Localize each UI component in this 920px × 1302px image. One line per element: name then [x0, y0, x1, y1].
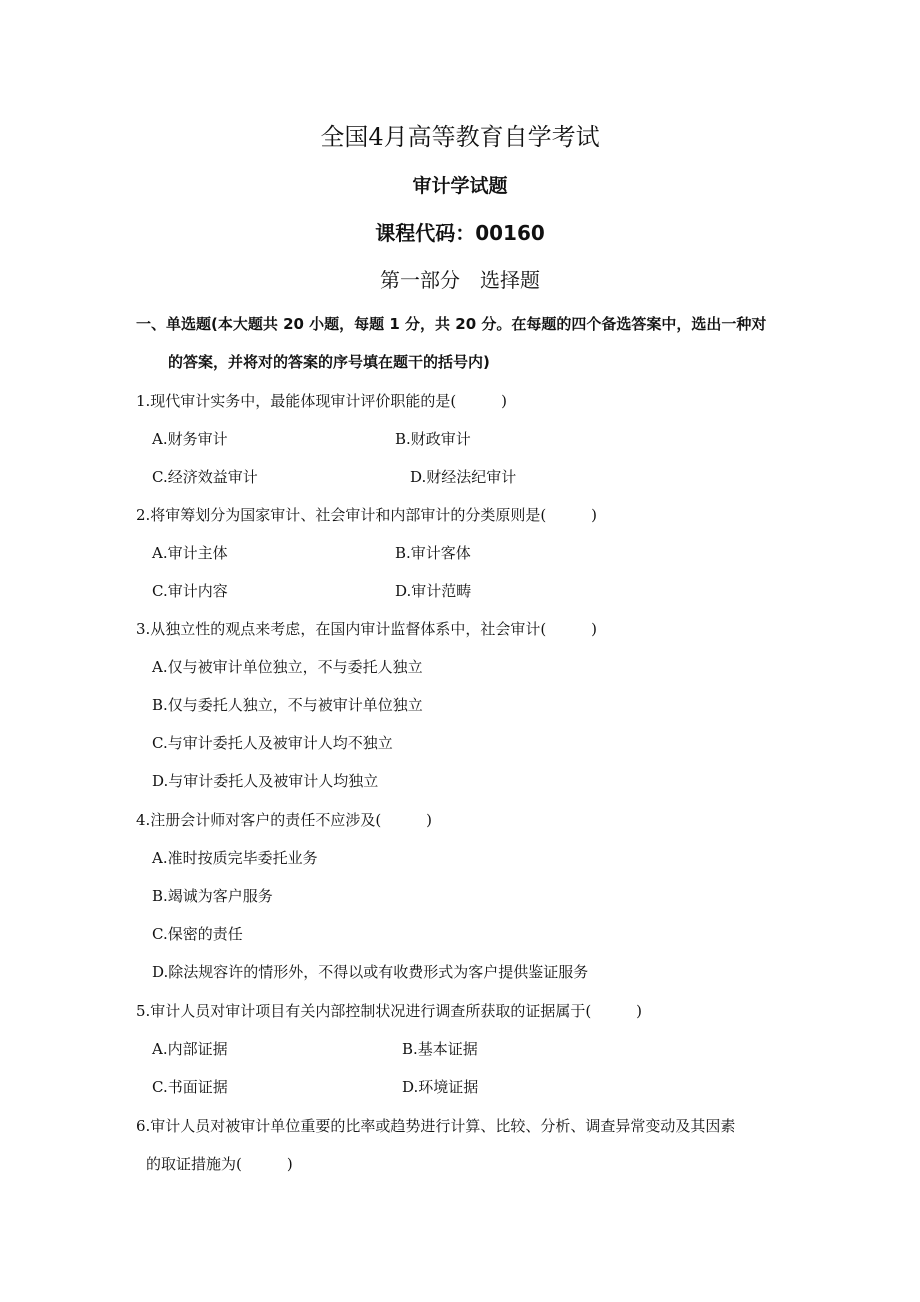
question-1-option-a: A.财务审计	[152, 430, 228, 448]
question-5-stem: 5.审计人员对审计项目有关内部控制状况进行调查所获取的证据属于( )	[136, 1002, 643, 1020]
course-code: 课程代码：00160	[375, 221, 545, 245]
question-4-option-b: B.竭诚为客户服务	[152, 887, 273, 905]
question-3-option-b: B.仅与委托人独立，不与被审计单位独立	[152, 696, 423, 714]
question-4-option-d: D.除法规容许的情形外，不得以或有收费形式为客户提供鉴证服务	[152, 963, 589, 981]
question-1-option-c: C.经济效益审计	[152, 468, 258, 486]
question-2-option-a: A.审计主体	[152, 544, 228, 562]
question-6-stem-continued: 的取证措施为( )	[146, 1155, 293, 1173]
question-3-option-c: C.与审计委托人及被审计人均不独立	[152, 734, 393, 752]
question-5-option-d: D.环境证据	[402, 1078, 479, 1096]
exam-title: 全国4月高等教育自学考试	[320, 123, 600, 151]
question-6-stem: 6.审计人员对被审计单位重要的比率或趋势进行计算、比较、分析、调查异常变动及其因素	[136, 1117, 736, 1135]
section-heading: 一、单选题(本大题共 20 小题，每题 1 分，共 20 分。在每题的四个备选答案中，选出一种对	[136, 315, 767, 333]
section-heading-continued: 的答案，并将对的答案的序号填在题干的括号内)	[168, 353, 490, 371]
question-1-stem: 1.现代审计实务中，最能体现审计评价职能的是( )	[136, 392, 508, 410]
question-4-option-c: C.保密的责任	[152, 925, 243, 943]
question-2-option-c: C.审计内容	[152, 582, 228, 600]
question-2-stem: 2.将审筹划分为国家审计、社会审计和内部审计的分类原则是( )	[136, 506, 598, 524]
question-5-option-b: B.基本证据	[402, 1040, 478, 1058]
part-title: 第一部分 选择题	[380, 268, 540, 292]
question-5-option-a: A.内部证据	[152, 1040, 228, 1058]
question-1-option-b: B.财政审计	[395, 430, 471, 448]
question-4-stem: 4.注册会计师对客户的责任不应涉及( )	[136, 811, 433, 829]
question-5-option-c: C.书面证据	[152, 1078, 228, 1096]
question-4-option-a: A.准时按质完毕委托业务	[152, 849, 318, 867]
question-1-option-d: D.财经法纪审计	[410, 468, 517, 486]
question-3-option-d: D.与审计委托人及被审计人均独立	[152, 772, 379, 790]
subject-title: 审计学试题	[412, 175, 508, 197]
question-2-option-b: B.审计客体	[395, 544, 471, 562]
question-3-option-a: A.仅与被审计单位独立，不与委托人独立	[152, 658, 423, 676]
question-2-option-d: D.审计范畴	[395, 582, 472, 600]
question-3-stem: 3.从独立性的观点来考虑，在国内审计监督体系中，社会审计( )	[136, 620, 598, 638]
